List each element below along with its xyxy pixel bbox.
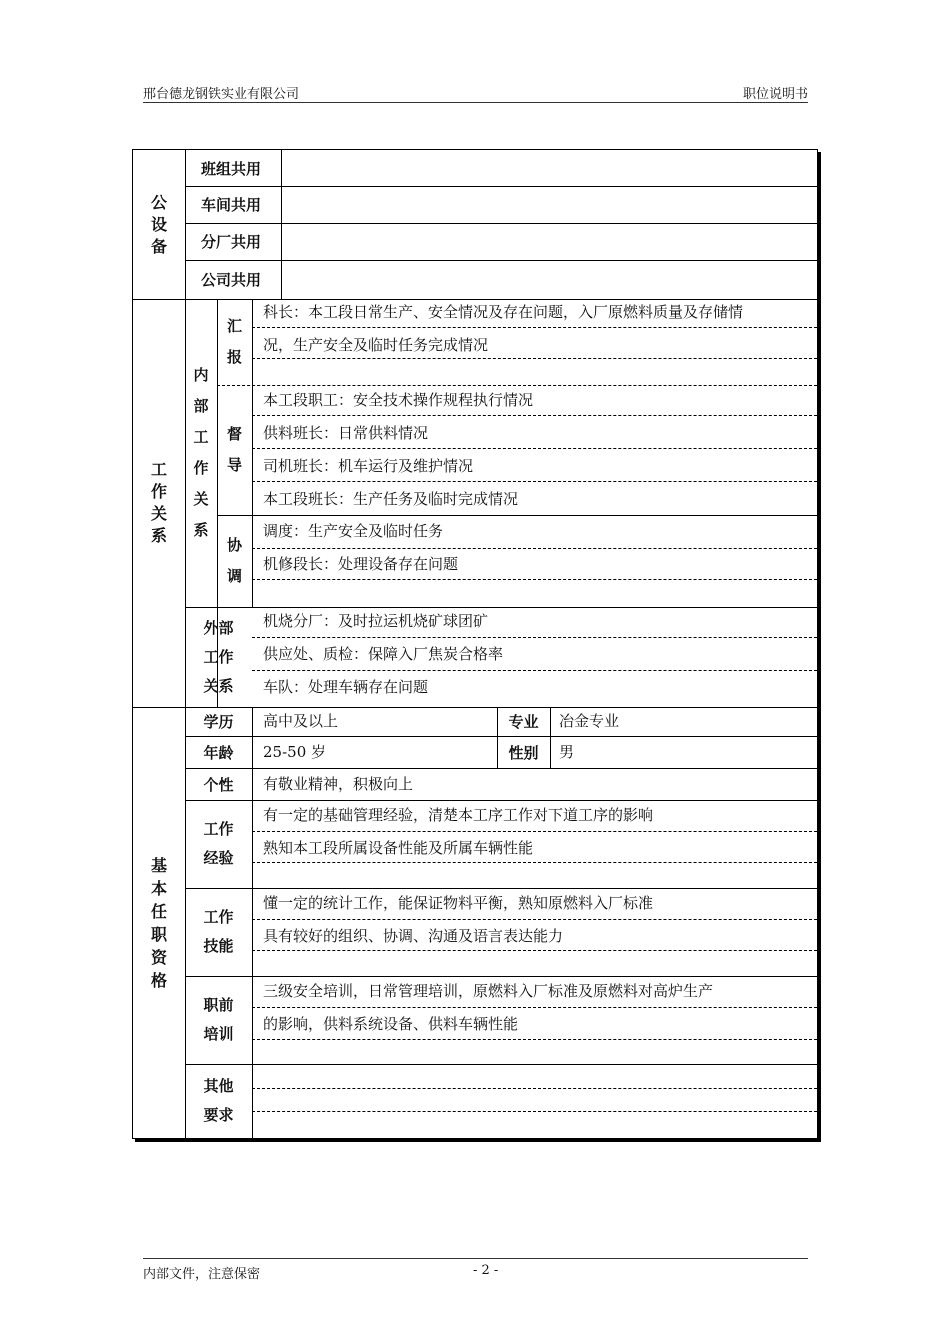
training-line: 三级安全培训，日常管理培训，原燃料入厂标准及原燃料对高炉生产 [263,982,714,1000]
coordinate-label: 协 调 [226,536,242,585]
education-label: 学历 [203,713,234,731]
equipment-row-company: 公司共用 [201,271,262,289]
page-header [143,80,808,103]
training-line: 的影响，供料系统设备、供料车辆性能 [263,1015,519,1033]
experience-line: 熟知本工段所属设备性能及所属车辆性能 [263,839,534,857]
gender-label: 性别 [508,743,539,762]
gender-value: 男 [559,743,575,761]
supervise-label: 督 导 [226,425,242,474]
page-footer [143,1258,808,1282]
age-label: 年龄 [203,743,234,762]
external-line: 车队：处理车辆存在问题 [263,678,429,696]
coordinate-line: 调度：生产安全及临时任务 [263,522,444,540]
report-line: 况，生产安全及临时任务完成情况 [263,336,489,354]
age-value: 25-50 岁 [263,743,327,761]
external-line: 供应处、质检：保障入厂焦炭合格率 [263,645,504,663]
skills-label: 工作 技能 [203,908,234,955]
education-value: 高中及以上 [263,712,339,730]
equipment-section-title: 公 设 备 [150,192,167,256]
personality-label: 个性 [203,775,234,794]
internal-relations-label: 内 部 工 作 关 系 [193,366,209,539]
external-relations-label: 外部 工作 关系 [203,618,234,695]
experience-label: 工作 经验 [203,820,234,867]
equipment-row-branch: 分厂共用 [201,233,262,251]
personality-value: 有敬业精神，积极向上 [263,775,414,793]
job-description-table [132,149,818,1139]
major-value: 冶金专业 [559,712,620,730]
qualifications-title: 基 本 任 职 资 格 [150,855,167,990]
report-label: 汇 报 [226,317,242,366]
work-relations-title: 工 作 关 系 [150,460,167,545]
page-number: - 2 - [473,1263,499,1278]
supervise-line: 本工段班长：生产任务及临时完成情况 [263,490,519,508]
report-line: 科长：本工段日常生产、安全情况及存在问题，入厂原燃料质量及存储情 [263,303,744,321]
other-requirements-label: 其他 要求 [203,1077,234,1124]
equipment-row-workshop: 车间共用 [201,196,262,214]
external-line: 机烧分厂：及时拉运机烧矿球团矿 [263,612,489,630]
training-label: 职前 培训 [203,996,234,1043]
company-name: 邢台德龙钢铁实业有限公司 [143,87,300,102]
supervise-line: 本工段职工：安全技术操作规程执行情况 [263,391,534,409]
document-type: 职位说明书 [742,87,808,102]
skills-line: 具有较好的组织、协调、沟通及语言表达能力 [263,927,564,945]
coordinate-line: 机修段长：处理设备存在问题 [263,555,459,573]
equipment-row-team: 班组共用 [201,159,262,178]
major-label: 专业 [508,713,539,731]
experience-line: 有一定的基础管理经验，清楚本工序工作对下道工序的影响 [263,806,654,824]
supervise-line: 供料班长：日常供料情况 [263,424,429,442]
supervise-line: 司机班长：机车运行及维护情况 [263,457,474,475]
confidential-note: 内部文件，注意保密 [143,1267,261,1282]
skills-line: 懂一定的统计工作，能保证物料平衡，熟知原燃料入厂标准 [263,894,654,912]
